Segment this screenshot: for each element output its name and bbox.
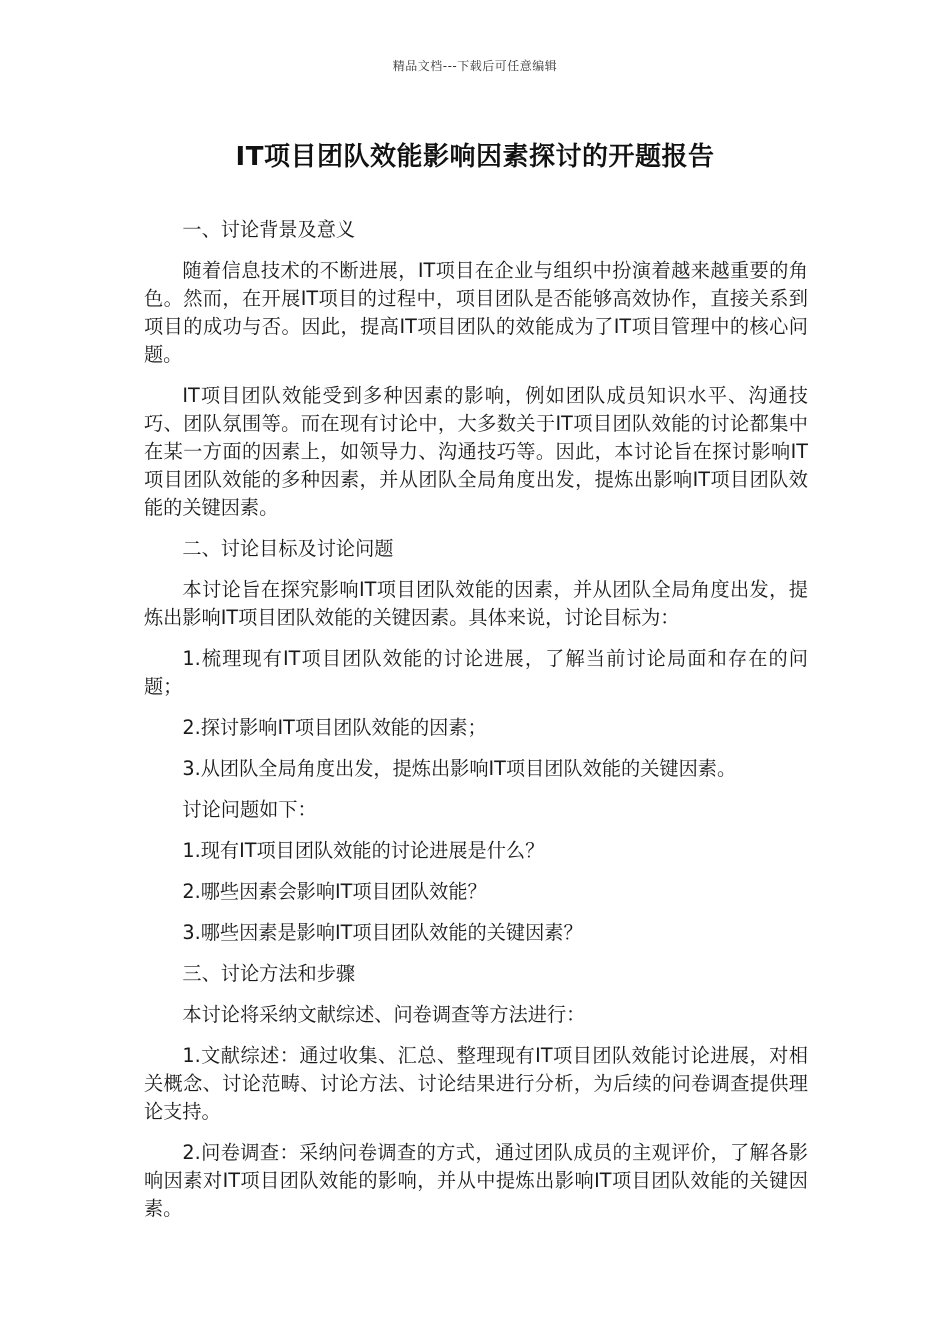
paragraph: 本讨论旨在探究影响IT项目团队效能的因素，并从团队全局角度出发，提炼出影响IT项目团队效能的关键因素。具体来说，讨论目标为： bbox=[144, 578, 808, 629]
section-heading-objectives: 二、讨论目标及讨论问题 bbox=[182, 537, 394, 560]
document-title: IT项目团队效能影响因素探讨的开题报告 bbox=[235, 142, 715, 172]
list-item: 3.哪些因素是影响IT项目团队效能的关键因素？ bbox=[182, 921, 583, 944]
section-heading-background: 一、讨论背景及意义 bbox=[182, 218, 356, 241]
paragraph: 讨论问题如下： bbox=[182, 798, 317, 821]
list-item: 1.现有IT项目团队效能的讨论进展是什么？ bbox=[182, 839, 545, 862]
paragraph: IT项目团队效能受到多种因素的影响，例如团队成员知识水平、沟通技巧、团队氛围等。而在现有讨论中，大多数关于IT项目团队效能的讨论都集中在某一方面的因素上，如领导力、沟通技巧等。因此，本讨论旨在探讨影响IT项目团队效能的多种因素，并从团队全局角度出发，提炼出影响IT项目团队效能的关键因素。 bbox=[144, 384, 808, 519]
document-body bbox=[144, 216, 808, 1236]
list-item: 1.梳理现有IT项目团队效能的讨论进展，了解当前讨论局面和存在的问题； bbox=[144, 647, 808, 698]
list-item: 3.从团队全局角度出发，提炼出影响IT项目团队效能的关键因素。 bbox=[182, 757, 737, 780]
list-item: 2.探讨影响IT项目团队效能的因素； bbox=[182, 716, 487, 739]
list-item: 2.问卷调查：采纳问卷调查的方式，通过团队成员的主观评价，了解各影响因素对IT项目团队效能的影响，并从中提炼出影响IT项目团队效能的关键因素。 bbox=[144, 1141, 808, 1220]
section-heading-methods: 三、讨论方法和步骤 bbox=[182, 962, 356, 985]
list-item: 2.哪些因素会影响IT项目团队效能？ bbox=[182, 880, 487, 903]
paragraph: 本讨论将采纳文献综述、问卷调查等方法进行： bbox=[182, 1003, 586, 1026]
header-note: 精品文档---下载后可任意编辑 bbox=[392, 59, 558, 73]
list-item: 1.文献综述：通过收集、汇总、整理现有IT项目团队效能讨论进展，对相关概念、讨论范畴、讨论方法、讨论结果进行分析，为后续的问卷调查提供理论支持。 bbox=[144, 1044, 808, 1123]
paragraph: 随着信息技术的不断进展，IT项目在企业与组织中扮演着越来越重要的角色。然而，在开展IT项目的过程中，项目团队是否能够高效协作，直接关系到项目的成功与否。因此，提高IT项目团队的效能成为了IT项目管理中的核心问题。 bbox=[144, 259, 808, 366]
